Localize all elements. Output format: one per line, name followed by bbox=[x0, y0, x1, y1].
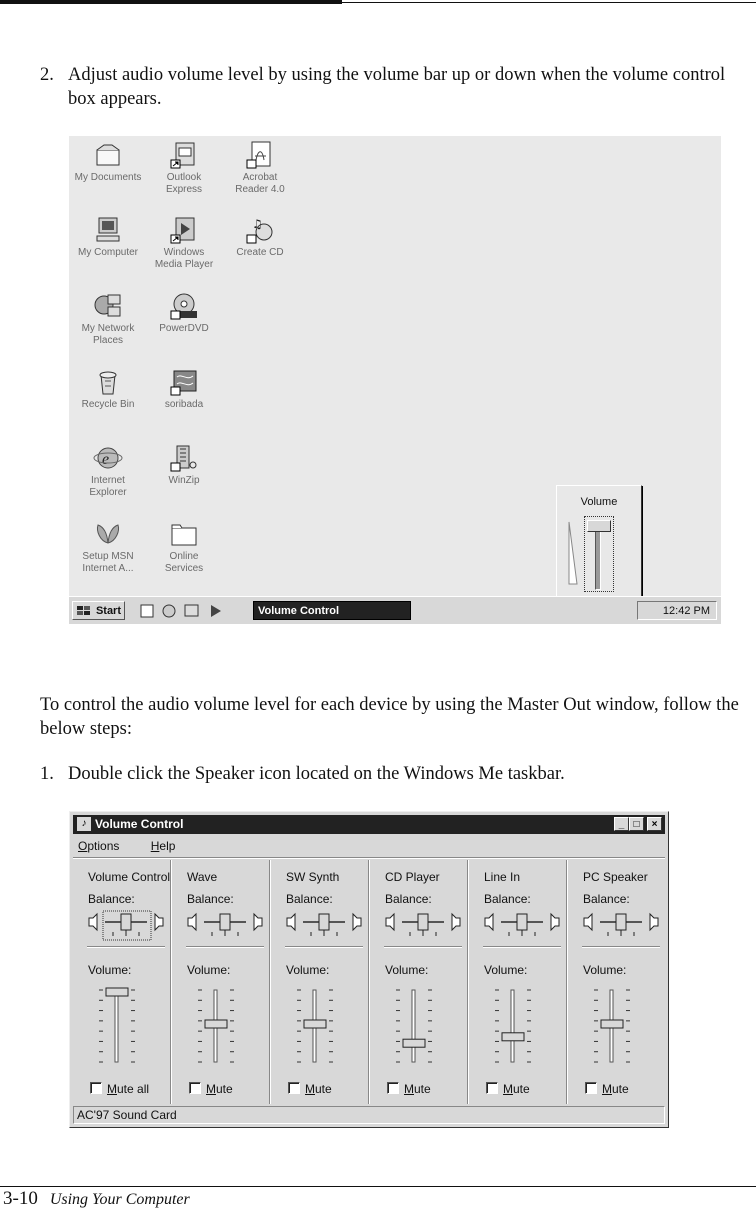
outlook-express-icon bbox=[168, 140, 200, 170]
mute-accel: M bbox=[305, 1082, 315, 1096]
desktop-icon-acrobat-reader[interactable] bbox=[220, 140, 300, 196]
title-bar bbox=[73, 815, 665, 834]
svg-text:e: e bbox=[102, 451, 110, 468]
footer-title: Using Your Computer bbox=[49, 1191, 190, 1208]
soribada-icon bbox=[168, 367, 200, 397]
mute-accel: M bbox=[206, 1082, 216, 1096]
volume-label: Volume: bbox=[286, 963, 330, 977]
desktop-icon-windows-media-player[interactable] bbox=[144, 215, 224, 271]
mute-checkbox-row[interactable] bbox=[585, 1082, 629, 1096]
mute-checkbox[interactable] bbox=[90, 1082, 102, 1094]
channel-strip bbox=[568, 860, 667, 1104]
balance-slider[interactable] bbox=[87, 910, 167, 942]
winzip-icon bbox=[168, 443, 200, 473]
icon-label: PowerDVD bbox=[159, 323, 209, 334]
volume-slider-thumb bbox=[205, 1020, 227, 1028]
channel-name: SW Synth bbox=[286, 870, 340, 884]
balance-label: Balance: bbox=[286, 892, 333, 906]
icon-label: Recycle Bin bbox=[81, 399, 135, 410]
channel-strip bbox=[73, 860, 172, 1104]
desktop-icon-create-cd[interactable] bbox=[220, 215, 300, 259]
channel-strip bbox=[469, 860, 568, 1104]
taskbar bbox=[69, 596, 721, 624]
channel-separator bbox=[285, 946, 363, 948]
recycle-bin-icon bbox=[92, 367, 124, 397]
create-cd-icon bbox=[244, 215, 276, 245]
icon-label: Media Player bbox=[154, 259, 214, 270]
desktop-icon-my-network-places[interactable] bbox=[69, 291, 148, 347]
icon-label: Reader 4.0 bbox=[235, 184, 285, 195]
volume-slider-thumb bbox=[304, 1020, 326, 1028]
step-1-number: 1. bbox=[40, 764, 54, 784]
step-2-text: Adjust audio volume level by using the volume bar up or down when the volume control box appears. bbox=[68, 65, 726, 109]
mute-accel: M bbox=[404, 1082, 414, 1096]
icon-label: Create CD bbox=[236, 247, 284, 258]
mute-checkbox-row[interactable] bbox=[387, 1082, 431, 1096]
minimize-button[interactable]: _ bbox=[614, 817, 629, 831]
balance-slider[interactable] bbox=[582, 910, 662, 942]
volume-slider[interactable] bbox=[293, 982, 337, 1072]
msn-butterfly-icon bbox=[92, 519, 124, 549]
close-button[interactable]: × bbox=[647, 817, 662, 831]
mute-accel: M bbox=[503, 1082, 513, 1096]
icon-label: My Documents bbox=[74, 172, 142, 183]
balance-slider[interactable] bbox=[384, 910, 464, 942]
icon-label: Windows bbox=[163, 247, 205, 258]
desktop-icon-winzip[interactable] bbox=[144, 443, 224, 487]
volume-popup-title: Volume bbox=[580, 496, 618, 508]
internet-explorer-icon bbox=[92, 443, 124, 473]
mute-checkbox[interactable] bbox=[486, 1082, 498, 1094]
mute-checkbox-row[interactable] bbox=[486, 1082, 530, 1096]
volume-slider-thumb bbox=[403, 1039, 425, 1047]
mute-label: ute bbox=[612, 1082, 629, 1096]
volume-slider[interactable] bbox=[194, 982, 238, 1072]
mute-checkbox[interactable] bbox=[189, 1082, 201, 1094]
folder-icon bbox=[168, 519, 200, 549]
taskbar-volume-control-button[interactable]: Volume Control bbox=[253, 601, 411, 620]
icon-label: Services bbox=[164, 563, 204, 574]
channel-name: PC Speaker bbox=[583, 870, 648, 884]
volume-slider[interactable] bbox=[491, 982, 535, 1072]
mute-accel: M bbox=[602, 1082, 612, 1096]
volume-label: Volume: bbox=[385, 963, 429, 977]
start-label: Start bbox=[95, 605, 121, 617]
balance-label: Balance: bbox=[187, 892, 234, 906]
volume-slider-thumb bbox=[106, 988, 128, 996]
volume-label: Volume: bbox=[187, 963, 231, 977]
channel-separator bbox=[186, 946, 264, 948]
speaker-icon[interactable]: ♪ bbox=[77, 817, 91, 831]
balance-slider[interactable] bbox=[483, 910, 563, 942]
volume-slider[interactable] bbox=[590, 982, 634, 1072]
desktop-icon-internet-explorer[interactable] bbox=[69, 443, 148, 499]
volume-label: Volume: bbox=[88, 963, 132, 977]
mute-checkbox[interactable] bbox=[585, 1082, 597, 1094]
menu-bar bbox=[78, 839, 203, 853]
icon-label: Internet A... bbox=[82, 563, 134, 574]
desktop-icon-online-services[interactable] bbox=[144, 519, 224, 575]
maximize-button[interactable]: □ bbox=[629, 817, 644, 831]
computer-icon bbox=[92, 215, 124, 245]
windows-logo-icon bbox=[76, 605, 92, 617]
mute-label: ute bbox=[216, 1082, 233, 1096]
balance-label: Balance: bbox=[583, 892, 630, 906]
menu-help[interactable]: Help bbox=[150, 839, 176, 853]
start-button[interactable] bbox=[72, 601, 125, 620]
icon-label: WinZip bbox=[168, 475, 200, 486]
icon-label: My Computer bbox=[77, 247, 138, 258]
volume-label: Volume: bbox=[484, 963, 528, 977]
desktop-icon-setup-msn[interactable] bbox=[69, 519, 148, 575]
desktop-icon-my-documents[interactable] bbox=[69, 140, 148, 184]
mute-checkbox-row[interactable] bbox=[288, 1082, 332, 1096]
footer bbox=[3, 1188, 190, 1210]
balance-label: Balance: bbox=[484, 892, 531, 906]
quick-launch-icons[interactable] bbox=[139, 603, 239, 619]
mute-label: ute bbox=[414, 1082, 431, 1096]
volume-slider-track[interactable] bbox=[595, 522, 601, 590]
channel-strip bbox=[271, 860, 370, 1104]
step-1-text: Double click the Speaker icon located on the Windows Me taskbar. bbox=[68, 764, 565, 784]
clock: 12:42 PM bbox=[662, 605, 710, 617]
desktop-screenshot bbox=[69, 136, 721, 624]
mute-label: ute bbox=[513, 1082, 530, 1096]
channel-name: CD Player bbox=[385, 870, 440, 884]
channel-strip bbox=[172, 860, 271, 1104]
volume-label: Volume: bbox=[583, 963, 627, 977]
step-2-number: 2. bbox=[40, 65, 54, 85]
menu-options[interactable]: Options bbox=[78, 839, 120, 853]
header-rule-thick bbox=[0, 0, 342, 4]
volume-slider-thumb bbox=[601, 1020, 623, 1028]
system-tray bbox=[637, 601, 717, 620]
media-player-icon bbox=[168, 215, 200, 245]
step-2 bbox=[40, 63, 756, 111]
balance-label: Balance: bbox=[385, 892, 432, 906]
folder-icon bbox=[92, 140, 124, 170]
mute-checkbox[interactable] bbox=[288, 1082, 300, 1094]
volume-slider-thumb bbox=[502, 1033, 524, 1041]
intro-paragraph: To control the audio volume level for each device by using the Master Out window, follow the below steps: bbox=[40, 695, 739, 739]
icon-label: Online bbox=[169, 551, 199, 562]
volume-wedge-icon bbox=[567, 520, 579, 586]
step-1 bbox=[40, 762, 756, 786]
status-bar: AC'97 Sound Card bbox=[73, 1106, 665, 1124]
balance-label: Balance: bbox=[88, 892, 135, 906]
icon-label: Setup MSN bbox=[82, 551, 134, 562]
mute-checkbox[interactable] bbox=[387, 1082, 399, 1094]
icon-label: Explorer bbox=[89, 487, 127, 498]
balance-slider[interactable] bbox=[186, 910, 266, 942]
channel-separator bbox=[384, 946, 462, 948]
icon-label: My Network bbox=[81, 323, 135, 334]
icon-label: Acrobat bbox=[242, 172, 278, 183]
mute-label: ute all bbox=[117, 1082, 150, 1096]
icon-label: Internet bbox=[91, 475, 125, 486]
channel-separator bbox=[87, 946, 165, 948]
icon-label: Express bbox=[165, 184, 203, 195]
header-rule-thin bbox=[342, 2, 756, 3]
channel-name: Wave bbox=[187, 870, 218, 884]
footer-rule bbox=[0, 1186, 756, 1187]
balance-slider[interactable] bbox=[285, 910, 365, 942]
acrobat-icon bbox=[244, 140, 276, 170]
desktop-icon-soribada[interactable] bbox=[144, 367, 224, 411]
icon-label: Places bbox=[92, 335, 123, 346]
desktop-icon-my-computer[interactable] bbox=[69, 215, 148, 259]
volume-slider[interactable] bbox=[392, 982, 436, 1072]
volume-slider[interactable] bbox=[95, 982, 139, 1072]
mute-checkbox-row[interactable] bbox=[90, 1082, 149, 1096]
channel-name: Volume Control bbox=[88, 870, 171, 884]
mute-label: ute bbox=[315, 1082, 332, 1096]
volume-control-window bbox=[69, 811, 669, 1128]
desktop-icon-outlook-express[interactable] bbox=[144, 140, 224, 196]
channel-separator bbox=[483, 946, 561, 948]
icon-label: soribada bbox=[164, 399, 204, 410]
channel-strip bbox=[370, 860, 469, 1104]
desktop-icon-recycle-bin[interactable] bbox=[69, 367, 148, 411]
channel-name: Line In bbox=[484, 870, 521, 884]
dvd-disc-icon bbox=[168, 291, 200, 321]
network-icon bbox=[92, 291, 124, 321]
window-title: Volume Control bbox=[95, 817, 184, 831]
icon-label: Outlook bbox=[166, 172, 202, 183]
svg-text:♫: ♫ bbox=[252, 217, 263, 231]
mute-checkbox-row[interactable] bbox=[189, 1082, 233, 1096]
mute-accel: M bbox=[107, 1082, 117, 1096]
volume-slider-thumb[interactable] bbox=[587, 520, 611, 532]
menu-separator bbox=[73, 857, 665, 859]
channel-separator bbox=[582, 946, 660, 948]
page-number: 3-10 bbox=[3, 1188, 38, 1209]
desktop-icon-powerdvd[interactable] bbox=[144, 291, 224, 335]
